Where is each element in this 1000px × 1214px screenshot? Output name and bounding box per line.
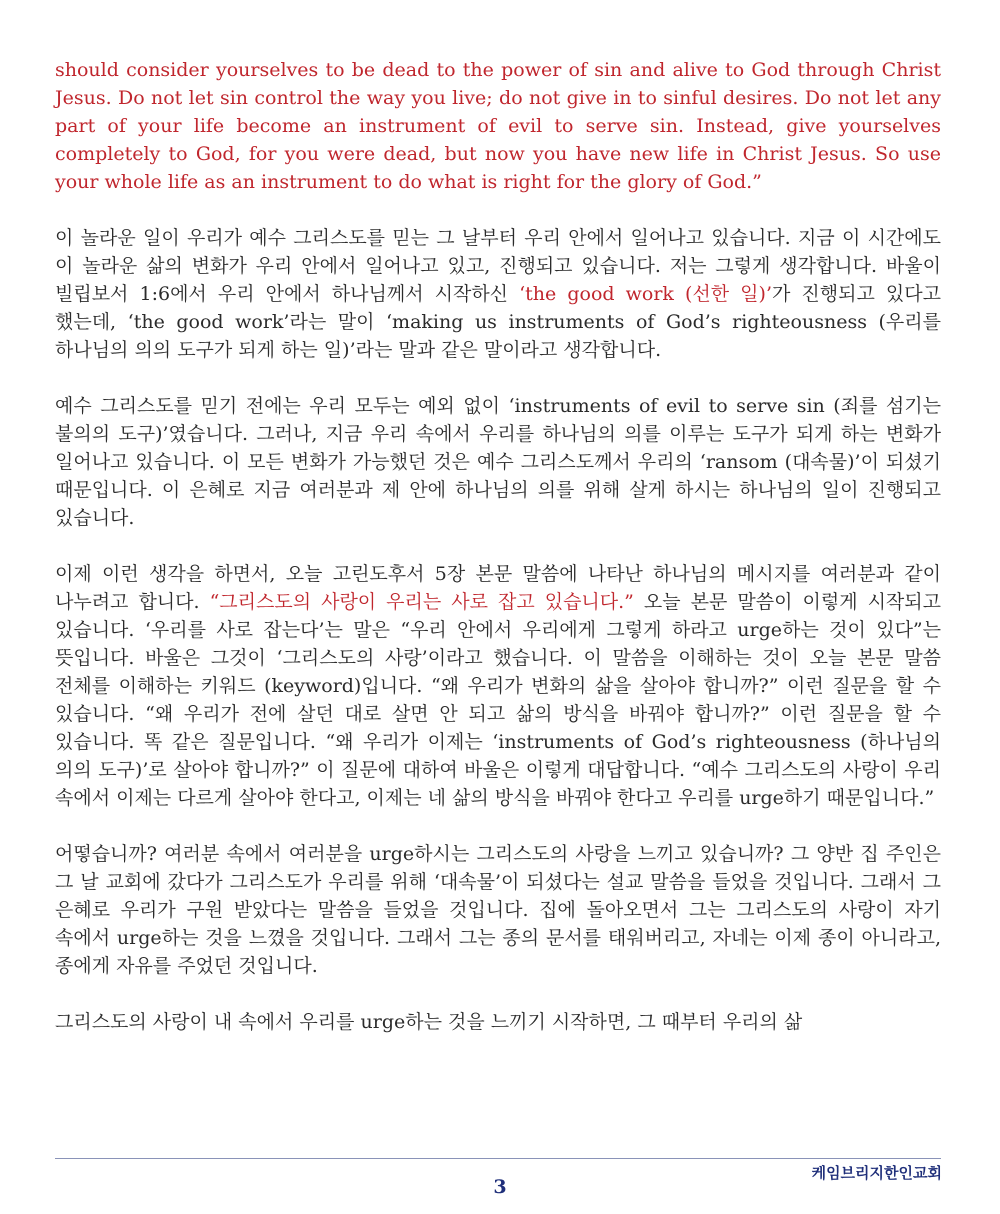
paragraph bbox=[55, 392, 941, 532]
paragraph bbox=[55, 224, 941, 364]
paragraph-text: 예수 그리스도를 믿기 전에는 우리 모두는 예외 없이 ‘instruments of evil to serve sin (죄를 섬기는 불의의 도구)’였습니다. 그러나, 지금 우리 속에서 우리를 하나님의 의를 이루는 도구가 되게 하는 변화가 일어나고 있습니다. 이 모든 변화가 가능했던 것은 예수 그리스도께서 우리의 ‘ransom (대속물)’이 되셨기 때문입니다. 이 은혜로 지금 여러분과 제 안에 하나님의 의를 위해 살게 하시는 하나님의 일이 진행되고 있습니다. bbox=[55, 395, 941, 529]
paragraph-text: 이제 이런 생각을 하면서, 오늘 고린도후서 5장 본문 말씀에 나타난 하나님의 메시지를 여러분과 같이 나누려고 합니다. bbox=[55, 563, 941, 613]
paragraph-text: 그리스도의 사랑이 내 속에서 우리를 urge하는 것을 느끼기 시작하면, 그 때부터 우리의 삶 bbox=[55, 1011, 803, 1033]
church-name: 케임브리지한인교회 bbox=[811, 1164, 942, 1182]
footer-divider bbox=[55, 1158, 941, 1159]
paragraph bbox=[55, 560, 941, 812]
document-body bbox=[55, 56, 941, 1064]
paragraph-text: 가 진행되고 있다고 했는데, ‘the good work’라는 말이 ‘making us instruments of God’s righteousness (우리를 하나님의 의의 도구가 되게 하는 일)’라는 말과 같은 말이라고 생각합니다. bbox=[55, 283, 941, 361]
paragraph-text: 이 놀라운 일이 우리가 예수 그리스도를 믿는 그 날부터 우리 안에서 일어나고 있습니다. 지금 이 시간에도 이 놀라운 삶의 변화가 우리 안에서 일어나고 있고, 진행되고 있습니다. 저는 그렇게 생각합니다. 바울이 빌립보서 1:6에서 우리 안에서 하나님께서 시작하신 bbox=[55, 227, 941, 305]
highlighted-quote: ‘the good work (선한 일)’ bbox=[519, 283, 772, 305]
highlighted-quote: should consider yourselves to be dead to the power of sin and alive to God through Christ Jesus. Do not let sin control the way you live; do not give in to sinful desires. Do not let any part of your life become an instrument of evil to serve sin. Instead, give yourselves completely to God, for you were dead, but now you have new life in Christ Jesus. So use your whole life as an instrument to do what is right for the glory of God.” bbox=[55, 59, 941, 193]
paragraph bbox=[55, 1008, 941, 1036]
paragraph bbox=[55, 840, 941, 980]
page-number: 3 bbox=[493, 1176, 507, 1198]
paragraph-text: 오늘 본문 말씀이 이렇게 시작되고 있습니다. ‘우리를 사로 잡는다’는 말은 “우리 안에서 우리에게 그렇게 하라고 urge하는 것이 있다”는 뜻입니다. 바울은 그것이 ‘그리스도의 사랑’이라고 했습니다. 이 말씀을 이해하는 것이 오늘 본문 말씀 전체를 이해하는 키워드 (keyword)입니다. “왜 우리가 변화의 삶을 살아야 합니까?” 이런 질문을 할 수 있습니다. “왜 우리가 전에 살던 대로 살면 안 되고 삶의 방식을 바꿔야 합니까?” 이런 질문을 할 수 있습니다. 똑 같은 질문입니다. “왜 우리가 이제는 ‘instruments of God’s righteousness (하나님의 의의 도구)’로 살아야 합니까?” 이 질문에 대하여 바울은 이렇게 대답합니다. “예수 그리스도의 사랑이 우리 속에서 이제는 다르게 살아야 한다고, 이제는 네 삶의 방식을 바꿔야 한다고 우리를 urge하기 때문입니다.” bbox=[55, 591, 941, 809]
highlighted-quote: “그리스도의 사랑이 우리는 사로 잡고 있습니다.” bbox=[209, 591, 634, 613]
paragraph bbox=[55, 56, 941, 196]
paragraph-text: 어떻습니까? 여러분 속에서 여러분을 urge하시는 그리스도의 사랑을 느끼고 있습니까? 그 양반 집 주인은 그 날 교회에 갔다가 그리스도가 우리를 위해 ‘대속물’이 되셨다는 설교 말씀을 들었을 것입니다. 그래서 그 은혜로 우리가 구원 받았다는 말씀을 들었을 것입니다. 집에 돌아오면서 그는 그리스도의 사랑이 자기 속에서 urge하는 것을 느꼈을 것입니다. 그래서 그는 종의 문서를 태워버리고, 자네는 이제 종이 아니라고, 종에게 자유를 주었던 것입니다. bbox=[55, 843, 941, 977]
